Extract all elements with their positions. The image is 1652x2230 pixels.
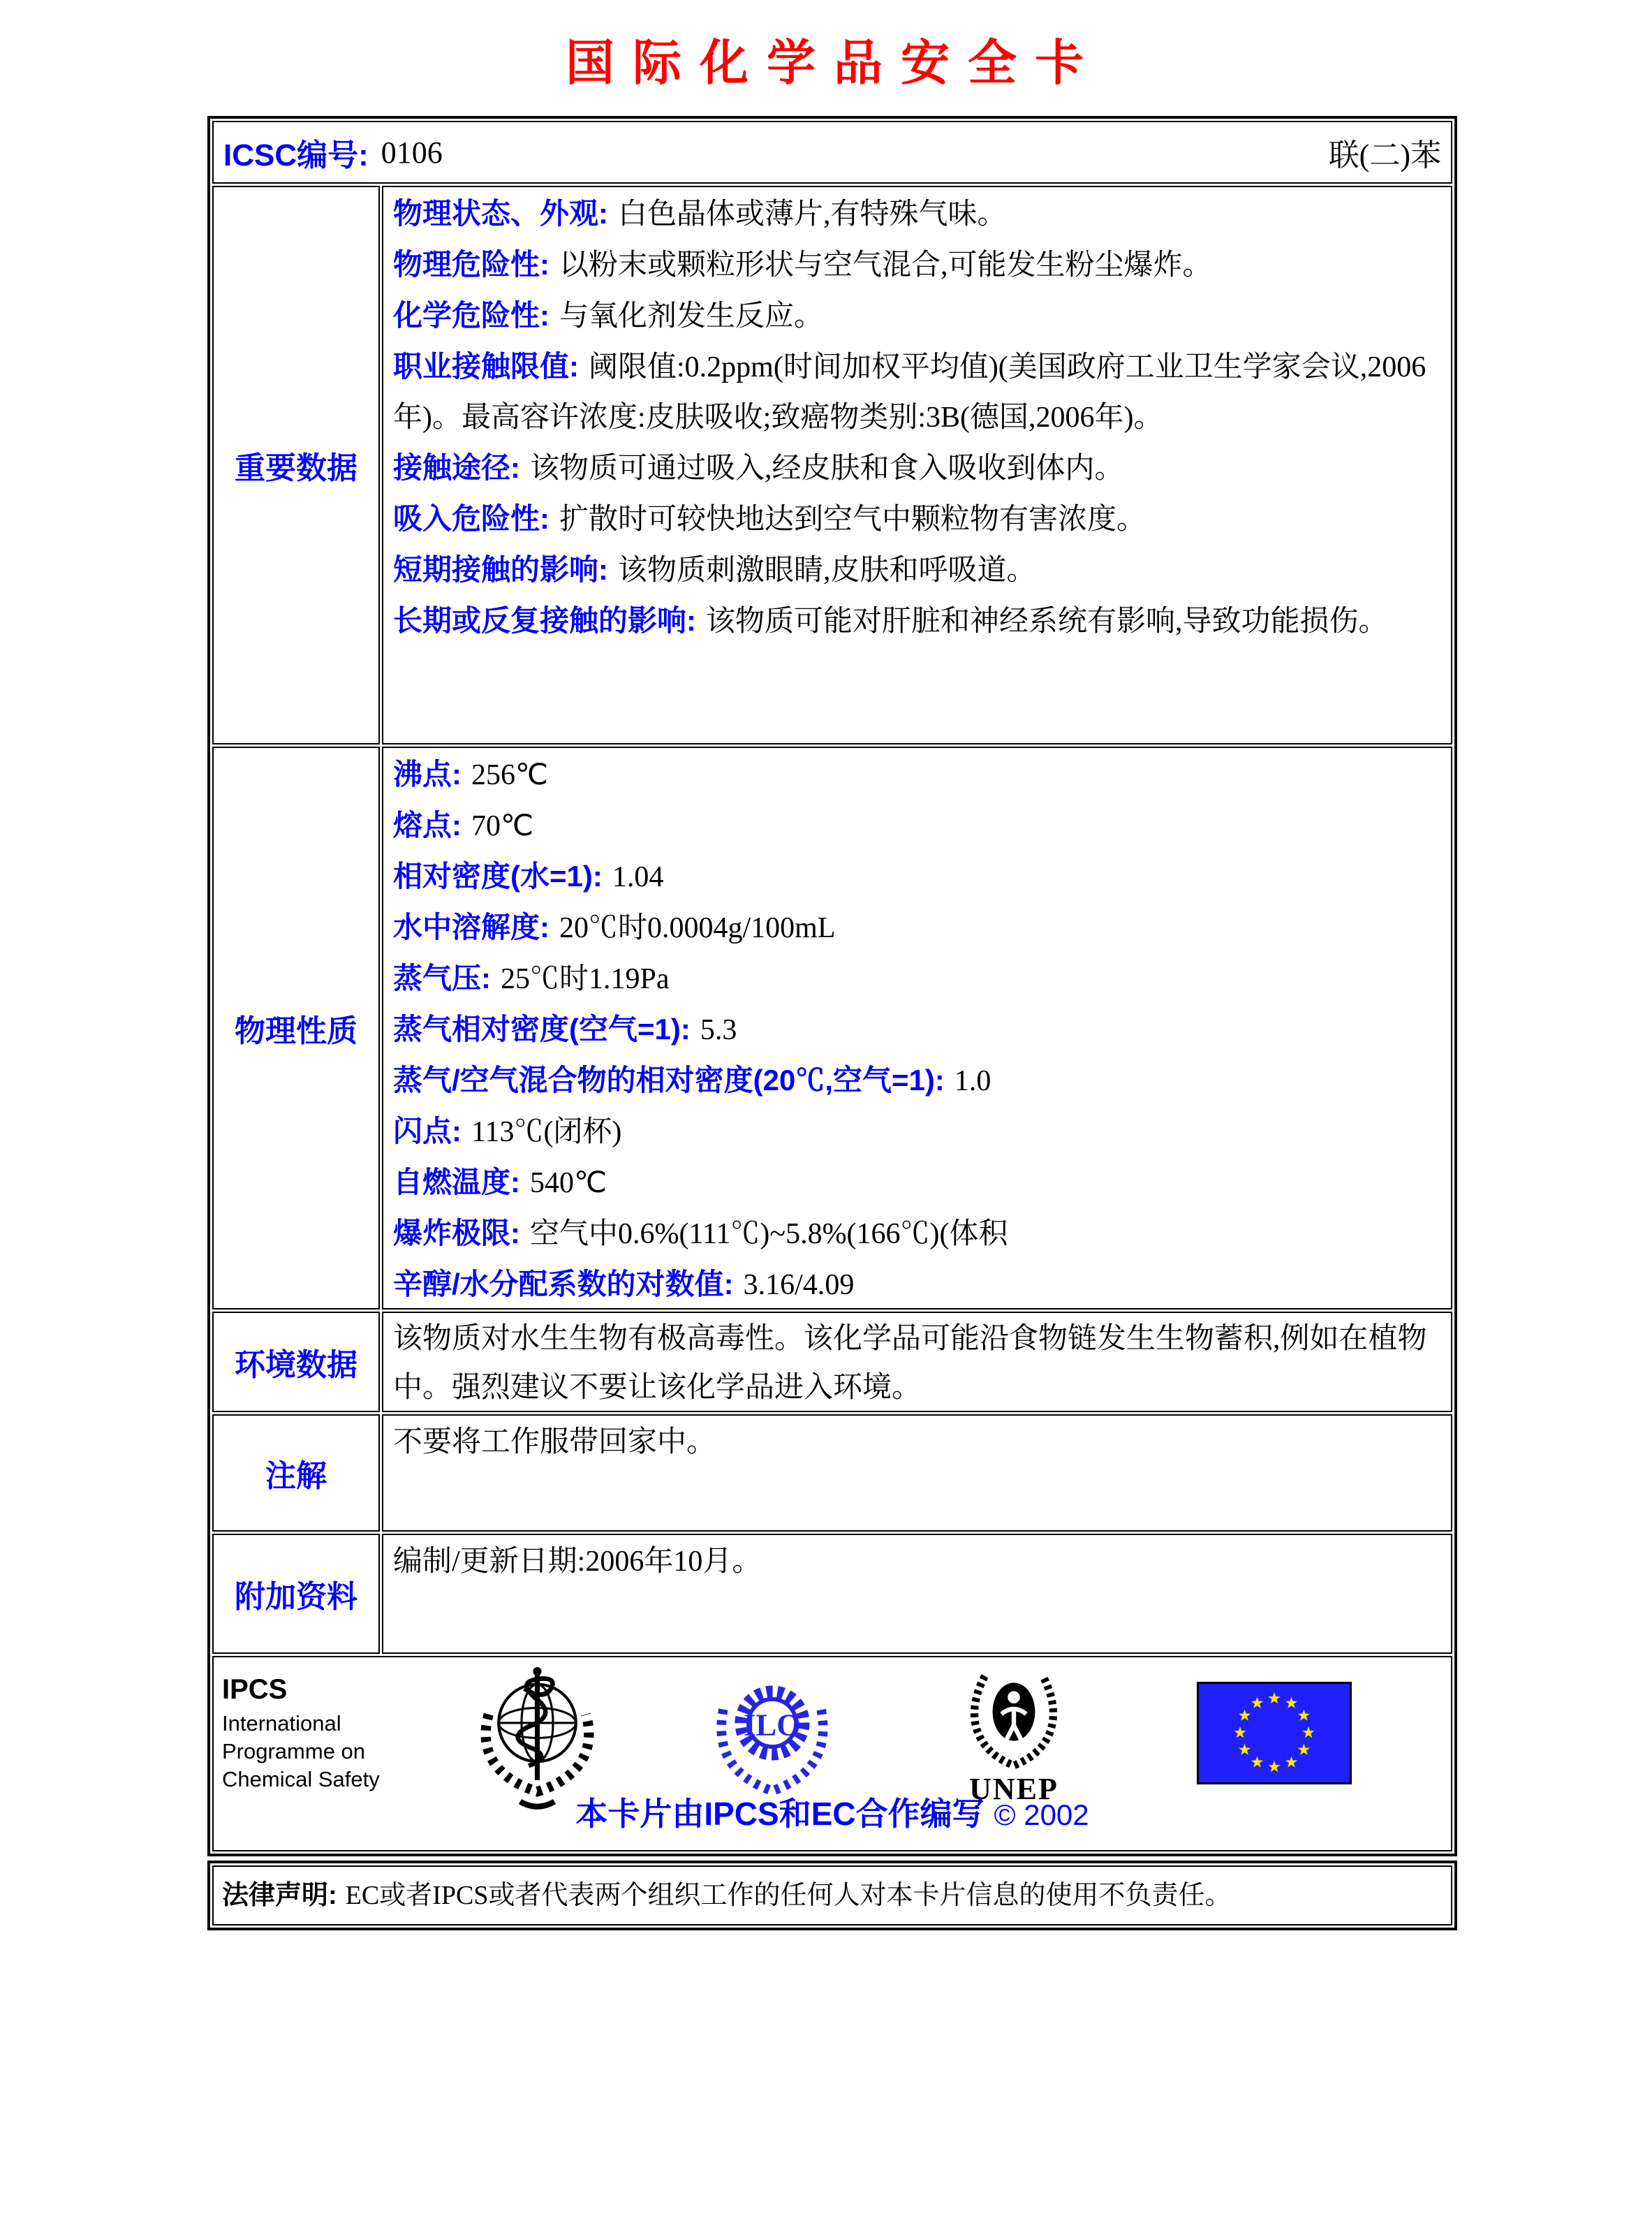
item-label: 蒸气压: [393, 962, 491, 995]
item-value: 不要将工作服带回家中。 [393, 1426, 716, 1458]
item-value: 该物质对水生生物有极高毒性。该化学品可能沿食物链发生生物蓄积,例如在植物中。强烈建议不要让该化学品进入环境。 [393, 1323, 1427, 1404]
data-item [393, 1157, 1441, 1208]
section-label-text: 环境数据 [235, 1348, 357, 1382]
data-item [393, 443, 1441, 494]
important-data-row [212, 186, 1452, 744]
data-item [393, 240, 1441, 291]
ipcs-subtitle-line: Chemical Safety [222, 1767, 380, 1791]
data-item [393, 1314, 1441, 1412]
section-content-important-data [382, 186, 1452, 744]
unep-block [951, 1667, 1077, 1807]
item-value: 以粉末或颗粒形状与空气混合,可能发生粉尘爆炸。 [559, 249, 1212, 281]
item-value: 25℃时1.19Pa [501, 963, 670, 995]
ilo-icon [702, 1671, 842, 1800]
item-label: 蒸气相对密度(空气=1): [393, 1013, 691, 1046]
item-label: 水中溶解度: [393, 911, 550, 944]
item-value: 与氧化剂发生反应。 [559, 300, 824, 332]
item-value: 扩散时可较快地达到空气中颗粒物有害浓度。 [559, 504, 1146, 536]
ipcs-subtitle-line: International [222, 1711, 341, 1736]
data-item [393, 749, 1441, 800]
logos-row [212, 1656, 1452, 1851]
header-row [212, 121, 1452, 184]
item-value: 113℃(闭杯) [471, 1116, 622, 1148]
item-value: 该物质可能对肝脏和神经系统有影响,导致功能损伤。 [706, 606, 1388, 638]
item-value: 5.3 [700, 1014, 737, 1046]
item-label: 短期接触的影响: [393, 553, 608, 586]
data-item [393, 1106, 1441, 1157]
eu-flag-icon [1197, 1682, 1352, 1784]
item-value: 256℃ [471, 759, 549, 791]
data-item [393, 1417, 1441, 1467]
item-label: 沸点: [393, 758, 462, 791]
item-label: 长期或反复接触的影响: [393, 604, 696, 637]
section-content-notes [382, 1414, 1452, 1532]
legal-text: EC或者IPCS或者代表两个组织工作的任何人对本卡片信息的使用不负责任。 [345, 1881, 1232, 1910]
item-value: 该物质刺激眼睛,皮肤和呼吸道。 [618, 555, 1036, 587]
item-value: 3.16/4.09 [743, 1269, 855, 1301]
item-value: 白色晶体或薄片,有特殊气味。 [618, 198, 1007, 230]
item-value: 该物质可通过吸入,经皮肤和食入吸收到体内。 [530, 453, 1124, 485]
data-item [393, 342, 1441, 443]
header-cell [212, 121, 1452, 184]
icsc-table [207, 116, 1457, 1856]
ipcs-text-block [222, 1674, 432, 1793]
environmental-data-row [212, 1312, 1452, 1412]
item-label: 接触途径: [393, 451, 520, 484]
item-value: 70℃ [471, 810, 534, 842]
icsc-number-label: ICSC编号: [223, 138, 369, 173]
item-label: 职业接触限值: [393, 350, 579, 383]
chemical-name: 联(二)苯 [1328, 138, 1441, 173]
item-label: 自燃温度: [393, 1166, 520, 1198]
data-item [393, 291, 1441, 342]
data-item [393, 1536, 1441, 1587]
legal-label: 法律声明: [222, 1881, 337, 1910]
ipcs-title: IPCS [222, 1674, 288, 1705]
item-label: 蒸气/空气混合物的相对密度(20℃,空气=1): [393, 1064, 945, 1096]
section-label-important-data [212, 186, 380, 744]
item-value: 540℃ [530, 1167, 607, 1199]
section-label-additional-info [212, 1534, 380, 1654]
section-content-environmental-data [382, 1312, 1452, 1412]
item-label: 相对密度(水=1): [393, 860, 603, 893]
legal-statement [222, 1879, 1232, 1912]
section-label-environmental-data [212, 1312, 380, 1412]
item-value: 编制/更新日期:2006年10月。 [393, 1546, 762, 1578]
data-item [393, 1004, 1441, 1055]
item-label: 化学危险性: [393, 299, 550, 332]
credit-line [214, 1789, 1451, 1835]
item-value: 20℃时0.0004g/100mL [559, 912, 836, 944]
data-item [393, 902, 1441, 953]
data-item [393, 851, 1441, 902]
item-label: 辛醇/水分配系数的对数值: [393, 1268, 734, 1300]
data-item [393, 545, 1441, 596]
credit-text: 本卡片由IPCS和EC合作编写 [575, 1796, 984, 1832]
data-item [393, 596, 1441, 647]
physical-properties-row [212, 747, 1452, 1310]
notes-row [212, 1414, 1452, 1532]
icsc-number-value: 0106 [381, 135, 443, 170]
copyright-text: © 2002 [994, 1798, 1089, 1831]
item-label: 闪点: [393, 1115, 462, 1147]
item-value: 空气中0.6%(111℃)~5.8%(166℃)(体积 [530, 1218, 1008, 1250]
item-value: 阈限值:0.2ppm(时间加权平均值)(美国政府工业卫生学家会议,2006年)。最高容许浓度:皮肤吸收;致癌物类别:3B(德国,2006年)。 [393, 351, 1426, 434]
data-item [393, 1208, 1441, 1259]
data-item [393, 189, 1441, 240]
section-label-text: 重要数据 [235, 451, 357, 485]
item-value: 1.04 [612, 861, 664, 893]
data-item [393, 1055, 1441, 1106]
data-item [393, 494, 1441, 545]
section-label-text: 注解 [265, 1459, 327, 1493]
item-value: 1.0 [954, 1065, 991, 1097]
legal-row [207, 1861, 1457, 1930]
unep-icon [958, 1667, 1070, 1773]
page-title: 国际化学品安全卡 [566, 37, 1102, 91]
data-item [393, 1259, 1441, 1310]
section-label-physical-properties [212, 747, 380, 1310]
item-label: 爆炸极限: [393, 1217, 520, 1249]
item-label: 物理危险性: [393, 248, 550, 281]
section-content-additional-info [382, 1534, 1452, 1654]
section-label-text: 附加资料 [235, 1580, 357, 1614]
section-content-physical-properties [382, 747, 1452, 1310]
section-label-notes [212, 1414, 380, 1532]
data-item [393, 800, 1441, 851]
data-item [393, 953, 1441, 1004]
footer-logos-cell [212, 1656, 1452, 1851]
legal-cell [212, 1865, 1452, 1925]
item-label: 熔点: [393, 809, 462, 842]
unep-label: UNEP [969, 1772, 1059, 1806]
svg-text:ILO: ILO [743, 1707, 802, 1743]
item-label: 吸入危险性: [393, 502, 550, 535]
ipcs-subtitle-line: Programme on [222, 1739, 366, 1763]
additional-info-row [212, 1534, 1452, 1654]
item-label: 物理状态、外观: [393, 197, 608, 230]
section-label-text: 物理性质 [235, 1014, 357, 1048]
